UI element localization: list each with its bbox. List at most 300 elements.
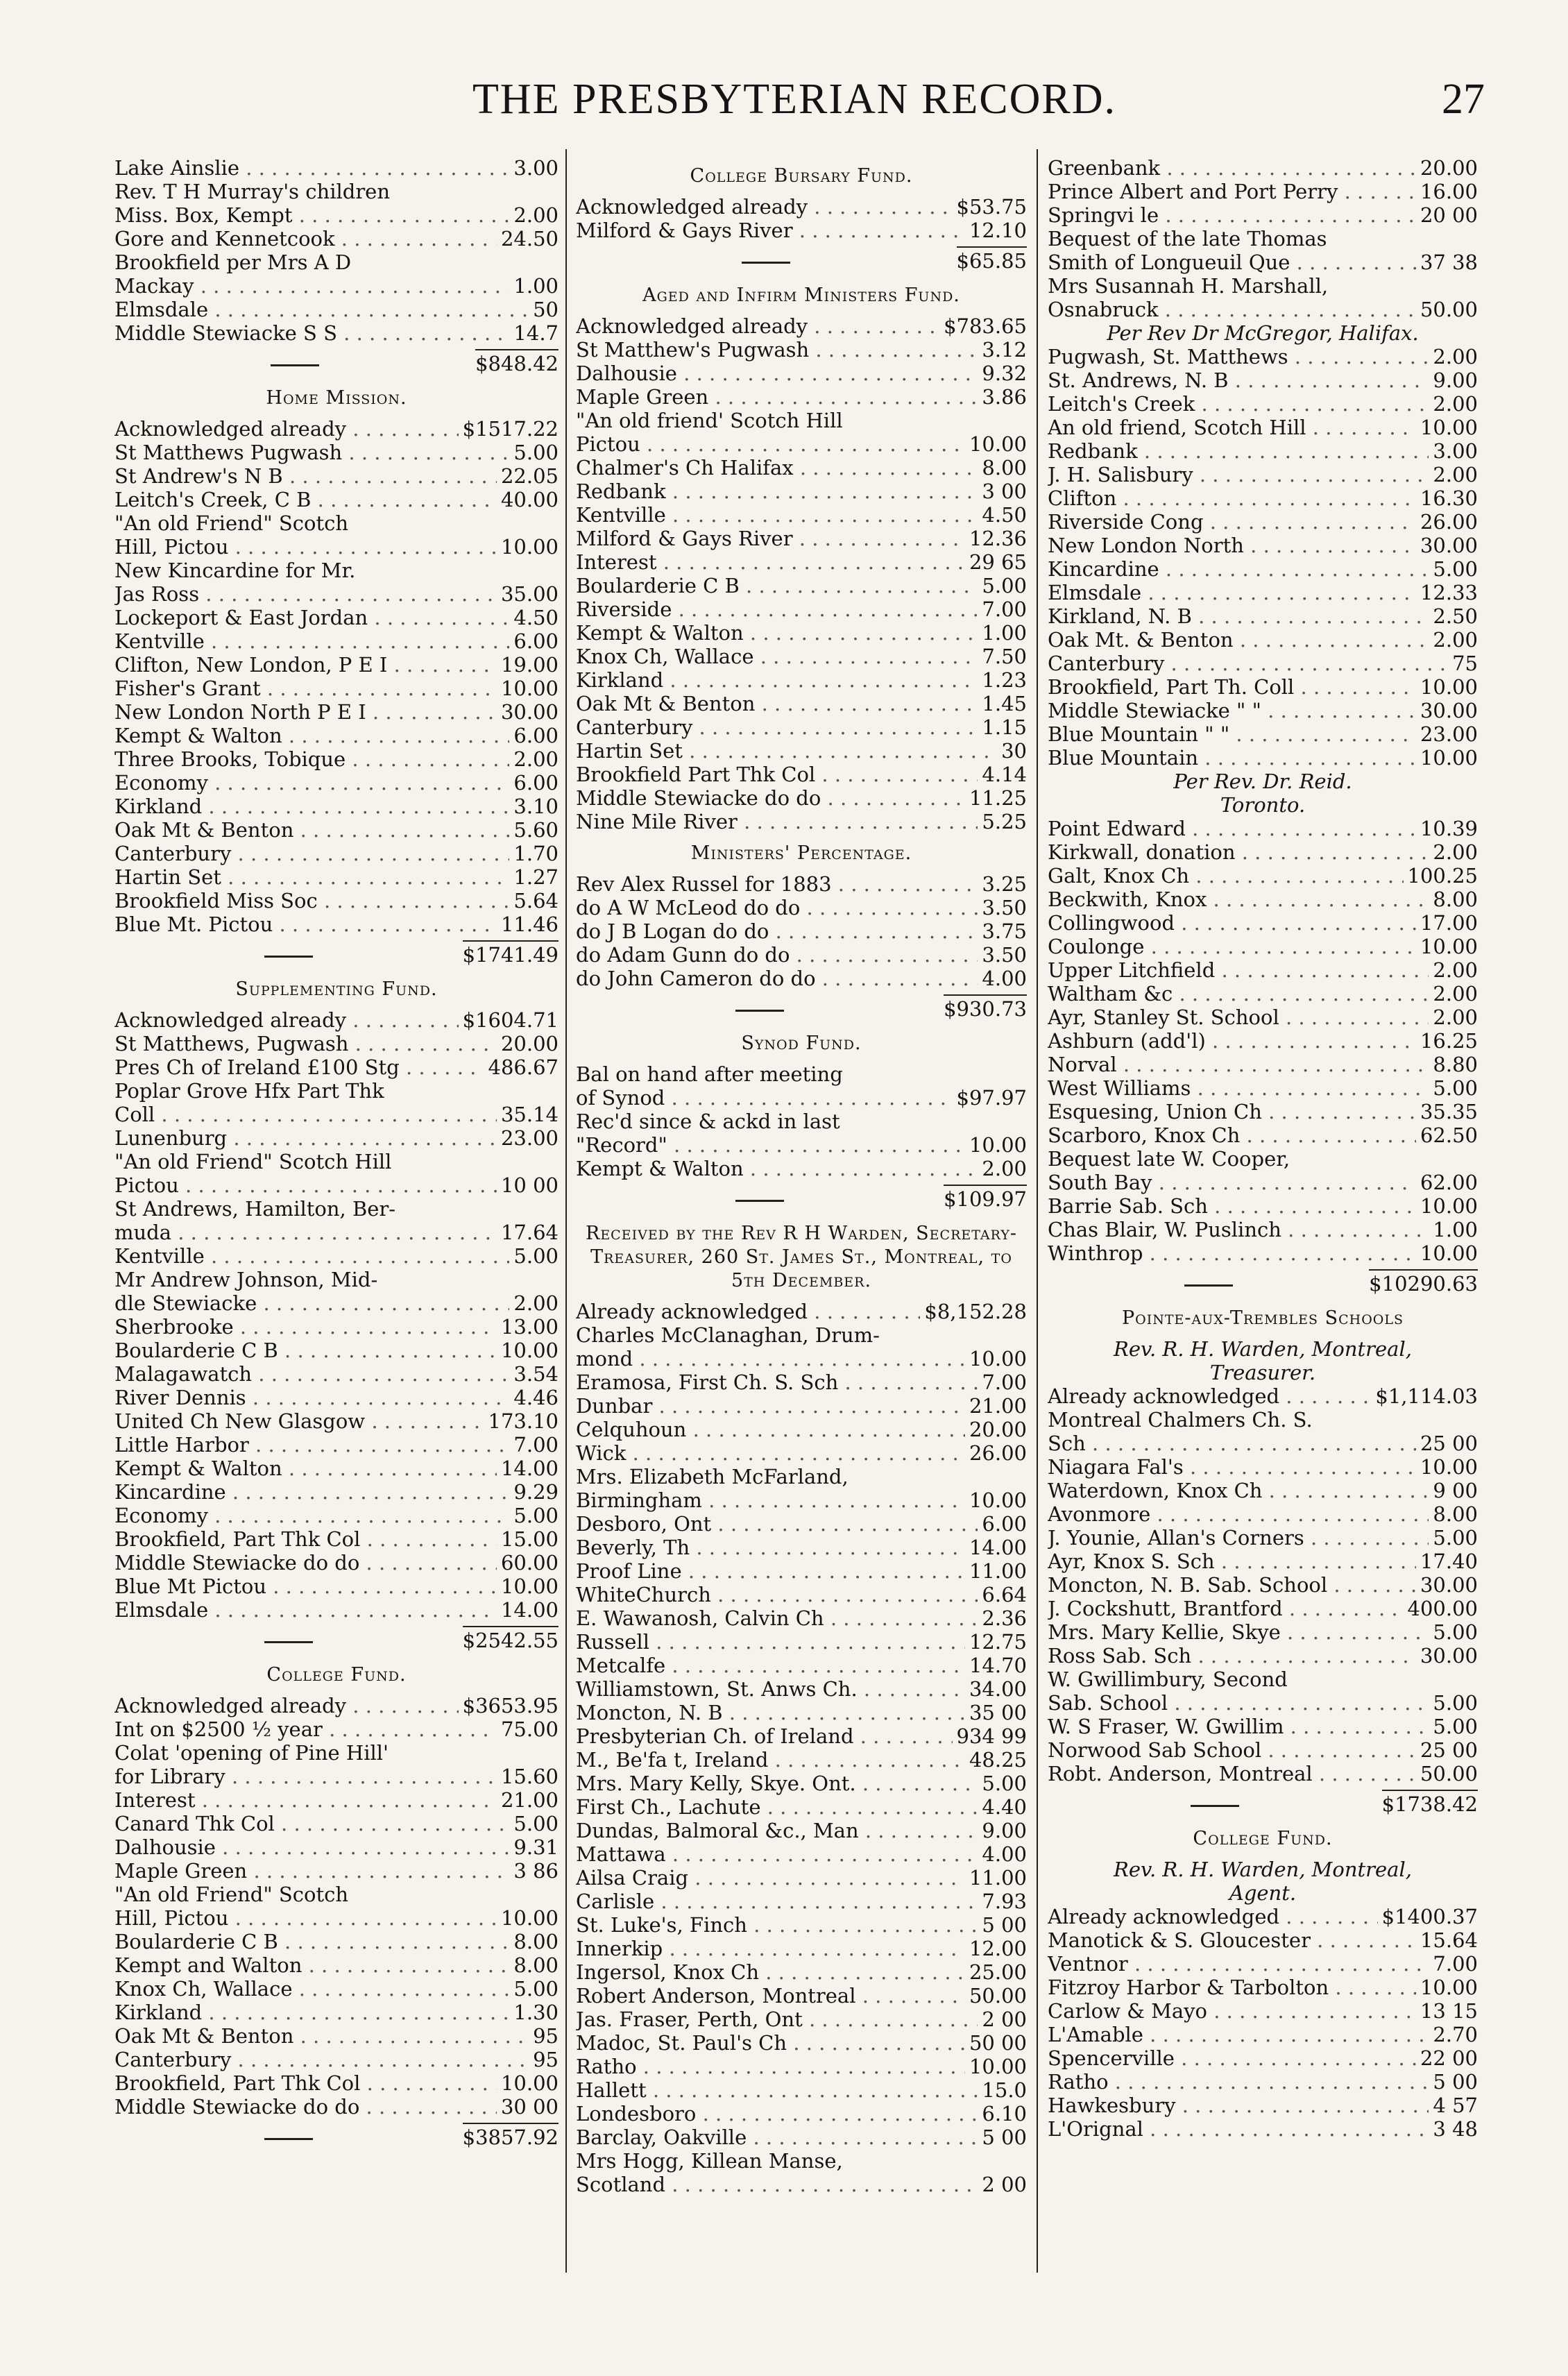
entry-amount: 8.00: [513, 1930, 559, 1953]
entry-amount: $97.97: [956, 1086, 1027, 1110]
ledger-entry: [576, 2078, 1027, 2102]
entry-amount: 10.00: [500, 1339, 559, 1362]
entry-amount: 2 00: [982, 2008, 1027, 2031]
entry-continued: Montreal Chalmers Ch. S.: [1048, 1408, 1313, 1432]
section-subheading: Rev. R. H. Warden, Montreal,: [1114, 1858, 1412, 1881]
entry-amount: $1400.37: [1381, 1905, 1478, 1928]
entry-label: Gore and Kennetcook . . .: [114, 227, 497, 251]
entry-amount: 7.00: [1433, 1952, 1478, 1976]
entry-amount: 22 00: [1420, 2046, 1478, 2070]
ledger-entry: [1048, 888, 1478, 911]
entry-amount: 30 00: [500, 2095, 559, 2119]
entry-amount: 3 00: [982, 480, 1027, 503]
entry-amount: 16.00: [1420, 180, 1478, 203]
entry-label: Chas Blair, W. Puslinch . . .: [1048, 1218, 1429, 1241]
entry-label: Ashburn (add'l) . . .: [1048, 1029, 1416, 1053]
entry-label: St Andrew's N B . . .: [114, 464, 497, 488]
entry-amount: 2.36: [982, 1606, 1027, 1630]
entry-label: First Ch., Lachute . . .: [576, 1795, 978, 1819]
ledger-entry: [114, 1859, 559, 1883]
ledger-entry: [114, 1008, 559, 1032]
ledger-entry: [1048, 722, 1478, 746]
ledger-entry: [1048, 1123, 1478, 1147]
entry-amount: 50: [533, 298, 559, 321]
ledger-entry: [1048, 1218, 1478, 1241]
ledger-entry: [576, 1866, 1027, 1890]
entry-label: Lake Ainslie . . .: [114, 156, 509, 180]
entry-amount: 25 00: [1420, 1432, 1478, 1455]
ledger-entry: [114, 795, 559, 818]
entry-amount: 30.00: [1420, 534, 1478, 557]
entry-label: Acknowledged already . . .: [114, 1008, 459, 1032]
entry-amount: 30.00: [500, 700, 559, 724]
ledger-entry: [1048, 1241, 1478, 1265]
entry-amount: 12.36: [969, 527, 1027, 550]
ledger-entry: [1048, 203, 1478, 227]
entry-amount: 1.23: [982, 668, 1027, 692]
ledger-entry: [576, 362, 1027, 385]
entry-amount: 4.46: [513, 1386, 559, 1409]
ledger-entry: [114, 865, 559, 889]
ledger-entry: [576, 1772, 1027, 1795]
section-total: [114, 349, 559, 375]
entry-label: Riverside . . .: [576, 597, 978, 621]
entry-amount: 8.00: [982, 456, 1027, 480]
entry-amount: 6.10: [982, 2102, 1027, 2125]
entry-amount: 95: [533, 2024, 559, 2048]
ledger-entry: [1048, 1194, 1478, 1218]
entry-label: Little Harbor . . .: [114, 1433, 509, 1457]
ledger-entry: [576, 1133, 1027, 1157]
entry-amount: 2.00: [1433, 1005, 1478, 1029]
ledger-entry: [114, 1765, 559, 1788]
entry-label: Greenbank . . .: [1048, 156, 1416, 180]
entry-amount: 10.00: [969, 2055, 1027, 2078]
ledger-entry: [114, 1291, 559, 1315]
ledger-entry: [576, 1394, 1027, 1418]
entry-label: Oak Mt & Benton . . .: [114, 818, 509, 842]
entry-amount: 2.00: [1433, 628, 1478, 652]
entry-label: Osnabruck . . .: [1048, 298, 1416, 321]
ledger-entry: [1048, 1076, 1478, 1100]
entry-label: Boularderie C B . . .: [576, 574, 978, 597]
entry-label: Brookfield Part Thk Col . . .: [576, 763, 978, 786]
ledger-entry: [576, 385, 1027, 409]
entry-label: Knox Ch, Wallace . . .: [576, 645, 978, 668]
entry-amount: 3 48: [1433, 2117, 1478, 2141]
entry-label: Russell . . .: [576, 1630, 965, 1654]
entry-label: Kentville . . .: [114, 629, 509, 653]
entry-label: Hill, Pictou . . .: [114, 1906, 497, 1930]
entry-amount: 17.00: [1420, 911, 1478, 935]
entry-label: Fitzroy Harbor & Tarbolton . . .: [1048, 1976, 1416, 1999]
entry-amount: 10.00: [1420, 675, 1478, 699]
ledger-entry: [1048, 251, 1478, 274]
entry-amount: 11.25: [969, 786, 1027, 810]
entry-label: Already acknowledged . . .: [1048, 1384, 1371, 1408]
entry-label: Economy . . .: [114, 1504, 509, 1527]
section-total: [576, 1185, 1027, 1211]
ledger-entry: [114, 1362, 559, 1386]
entry-label: Proof Line . . .: [576, 1559, 965, 1583]
entry-continued: Mrs Hogg, Killean Manse,: [576, 2149, 843, 2173]
entry-label: Kempt & Walton . . .: [114, 1457, 497, 1480]
ledger-entry: [114, 2048, 559, 2071]
entry-amount: 5 00: [982, 1913, 1027, 1937]
section-subheading: Rev. R. H. Warden, Montreal,: [1114, 1337, 1412, 1361]
entry-label: Kempt and Walton . . .: [114, 1953, 509, 1977]
entry-label: Oak Mt & Benton . . .: [114, 2024, 529, 2048]
entry-amount: 10.00: [500, 1575, 559, 1598]
entry-label: Avonmore . . .: [1048, 1502, 1429, 1526]
entry-amount: 20.00: [969, 1418, 1027, 1441]
ledger-entry: [1048, 581, 1478, 604]
ledger-entry: [1048, 1620, 1478, 1644]
ledger-entry: [114, 1835, 559, 1859]
entry-label: M., Be'fa t, Ireland . . .: [576, 1748, 965, 1772]
ledger-entry: [576, 1371, 1027, 1394]
ledger-entry: [114, 771, 559, 795]
entry-amount: 14.00: [500, 1598, 559, 1622]
entry-label: Milford & Gays River . . .: [576, 527, 965, 550]
entry-label: Chalmer's Ch Halifax . . .: [576, 456, 978, 480]
ledger-entry: [1048, 2070, 1478, 2094]
entry-label: Brookfield, Part Th. Coll . . .: [1048, 675, 1416, 699]
ledger-entry: [576, 692, 1027, 715]
entry-label: Hartin Set . . .: [576, 739, 997, 763]
entry-label: Pictou . . .: [576, 432, 965, 456]
ledger-entry: [114, 1032, 559, 1055]
ledger-entry: [114, 1315, 559, 1339]
entry-label: Prince Albert and Port Perry . . .: [1048, 180, 1416, 203]
entry-label: Knox Ch, Wallace . . .: [114, 1977, 509, 2001]
ledger-entry: [114, 747, 559, 771]
entry-label: Carlow & Mayo . . .: [1048, 1999, 1416, 2023]
entry-amount: 3 86: [513, 1859, 559, 1883]
entry-label: Madoc, St. Paul's Ch . . .: [576, 2031, 965, 2055]
ledger-entry: [576, 527, 1027, 550]
ledger-entry: [114, 1480, 559, 1504]
entry-amount: 3.12: [982, 338, 1027, 362]
entry-amount: 2.00: [513, 1291, 559, 1315]
entry-amount: 2.00: [1433, 392, 1478, 416]
entry-label: Kempt & Walton . . .: [576, 621, 978, 645]
entry-amount: 9.29: [513, 1480, 559, 1504]
ledger-entry: [576, 574, 1027, 597]
ledger-entry: [114, 1433, 559, 1457]
entry-label: Ailsa Craig . . .: [576, 1866, 965, 1890]
ledger-entry: [576, 621, 1027, 645]
ledger-entry: [114, 298, 559, 321]
entry-amount: 37 38: [1420, 251, 1478, 274]
entry-amount: 13.00: [500, 1315, 559, 1339]
section-total: [1048, 1269, 1478, 1296]
entry-amount: 14.7: [513, 321, 559, 345]
entry-continued: "An old friend' Scotch Hill: [576, 409, 843, 432]
ledger-entry: [114, 582, 559, 606]
page-header: [104, 75, 1485, 130]
entry-label: Beckwith, Knox . . .: [1048, 888, 1429, 911]
ledger-entry: [114, 441, 559, 464]
entry-label: Interest . . .: [576, 550, 965, 574]
ledger-entry: [114, 1906, 559, 1930]
entry-amount: 5.64: [513, 889, 559, 913]
ledger-entry: [576, 1418, 1027, 1441]
entry-continued: Mr Andrew Johnson, Mid-: [114, 1268, 378, 1291]
ledger-entry: [1048, 1905, 1478, 1928]
entry-label: Riverside Cong . . .: [1048, 510, 1416, 534]
total-amount: $3857.92: [463, 2123, 559, 2149]
ledger-entry: [576, 1701, 1027, 1724]
entry-amount: 15.60: [500, 1765, 559, 1788]
entry-label: St Matthew's Pugwash . . .: [576, 338, 978, 362]
entry-amount: 7.50: [982, 645, 1027, 668]
ledger-entry: [114, 227, 559, 251]
entry-label: Wick . . .: [576, 1441, 965, 1465]
entry-label: "Record" . . .: [576, 1133, 965, 1157]
ledger-entry: [1048, 982, 1478, 1005]
entry-label: Birmingham . . .: [576, 1488, 965, 1512]
ledger-entry: [576, 739, 1027, 763]
entry-label: Niagara Fal's . . .: [1048, 1455, 1416, 1479]
total-amount: $848.42: [475, 349, 559, 375]
ledger-entry: [576, 432, 1027, 456]
entry-label: muda . . .: [114, 1221, 497, 1244]
ledger-entry: [114, 1694, 559, 1717]
entry-amount: 5.25: [982, 810, 1027, 833]
entry-label: Williamstown, St. Anws Ch. . . .: [576, 1677, 965, 1701]
entry-label: Already acknowledged . . .: [1048, 1905, 1378, 1928]
section-subheading: Per Rev Dr McGregor, Halifax.: [1107, 321, 1419, 345]
entry-amount: $3653.95: [462, 1694, 559, 1717]
section-subheading: Treasurer.: [1209, 1361, 1316, 1384]
entry-continued: Brookfield per Mrs A D: [114, 251, 352, 274]
entry-amount: 4.50: [513, 606, 559, 629]
entry-label: Moncton, N. B . . .: [576, 1701, 965, 1724]
entry-amount: 4.40: [982, 1795, 1027, 1819]
entry-continued: Mrs. Elizabeth McFarland,: [576, 1465, 849, 1488]
ledger-entry: [114, 1930, 559, 1953]
entry-label: Redbank . . .: [576, 480, 978, 503]
ledger-entry: [114, 417, 559, 441]
entry-amount: 10.00: [969, 1347, 1027, 1371]
entry-amount: 2 00: [982, 2173, 1027, 2196]
ledger-entry: [576, 456, 1027, 480]
entry-amount: 20.00: [1420, 156, 1478, 180]
entry-amount: 35.14: [500, 1103, 559, 1126]
entry-amount: 7.00: [513, 1433, 559, 1457]
entry-amount: 3.10: [513, 795, 559, 818]
entry-label: Ventnor . . .: [1048, 1952, 1429, 1976]
entry-amount: 16.30: [1420, 486, 1478, 510]
entry-label: Ross Sab. Sch . . .: [1048, 1644, 1416, 1668]
ledger-entry: [1048, 1432, 1478, 1455]
entry-amount: 2.00: [1433, 958, 1478, 982]
ledger-entry: [576, 1937, 1027, 1960]
entry-amount: 173.10: [488, 1409, 559, 1433]
section-subheading: Per Rev. Dr. Reid.: [1173, 770, 1352, 793]
entry-amount: 5.00: [1433, 1526, 1478, 1550]
entry-amount: 100.25: [1407, 864, 1478, 888]
entry-amount: 5.00: [982, 574, 1027, 597]
entry-label: Already acknowledged . . .: [576, 1300, 920, 1323]
entry-amount: 7.93: [982, 1890, 1027, 1913]
entry-label: Economy . . .: [114, 771, 509, 795]
entry-label: Elmsdale . . .: [114, 298, 529, 321]
entry-label: Waterdown, Knox Ch . . .: [1048, 1479, 1429, 1502]
entry-amount: 23.00: [500, 1126, 559, 1150]
ledger-entry: [576, 597, 1027, 621]
entry-amount: 9.31: [513, 1835, 559, 1859]
entry-label: Hawkesbury . . .: [1048, 2094, 1429, 2117]
entry-amount: 13 15: [1420, 1999, 1478, 2023]
entry-amount: 50.00: [1420, 298, 1478, 321]
entry-label: Mattawa . . .: [576, 1842, 978, 1866]
entry-continued: "An old Friend" Scotch: [114, 511, 349, 535]
ledger-entry: [1048, 486, 1478, 510]
entry-amount: 2.00: [1433, 840, 1478, 864]
entry-label: Maple Green . . .: [576, 385, 978, 409]
ledger-entry: [576, 1677, 1027, 1701]
ledger-entry: [1048, 180, 1478, 203]
section-total: [114, 1626, 559, 1652]
entry-label: J. Younie, Allan's Corners . . .: [1048, 1526, 1429, 1550]
entry-label: Blue Mountain . . .: [1048, 746, 1416, 770]
ledger-entry: [576, 943, 1027, 967]
ledger-entry: [114, 321, 559, 345]
entry-label: Ayr, Knox S. Sch . . .: [1048, 1550, 1416, 1573]
entry-label: Kirkland . . .: [114, 795, 509, 818]
entry-amount: 5 00: [982, 2125, 1027, 2149]
entry-amount: $1517.22: [462, 417, 559, 441]
section-total: [576, 246, 1027, 273]
ledger-entry: [114, 1103, 559, 1126]
ledger-entry: [1048, 1455, 1478, 1479]
entry-label: Int on $2500 ½ year . . .: [114, 1717, 497, 1741]
ledger-entry: [1048, 1029, 1478, 1053]
entry-label: Middle Stewiacke do do . . .: [114, 2095, 497, 2119]
ledger-entry: [576, 919, 1027, 943]
entry-amount: 15.0: [982, 2078, 1027, 2102]
total-amount: $65.85: [957, 246, 1027, 273]
section-heading: College Fund.: [1193, 1828, 1333, 1849]
total-amount: $1741.49: [463, 940, 559, 967]
entry-amount: 35.00: [500, 582, 559, 606]
ledger-entry: [576, 2031, 1027, 2055]
entry-amount: 1.30: [513, 2001, 559, 2024]
entry-label: West Williams . . .: [1048, 1076, 1429, 1100]
entry-label: Kirkwall, donation . . .: [1048, 840, 1429, 864]
entry-label: Mrs. Mary Kelly, Skye. Ont. . . .: [576, 1772, 978, 1795]
entry-label: Ratho . . .: [1048, 2070, 1429, 2094]
entry-amount: 75.00: [500, 1717, 559, 1741]
ledger-entry: [576, 1748, 1027, 1772]
ledger-entry: [576, 1819, 1027, 1842]
entry-label: South Bay . . .: [1048, 1171, 1416, 1194]
entry-label: Middle Stewiacke S S . . .: [114, 321, 509, 345]
section-total: [114, 2123, 559, 2149]
total-amount: $10290.63: [1369, 1269, 1478, 1296]
entry-amount: 2.00: [1433, 463, 1478, 486]
ledger-entry: [1048, 2046, 1478, 2070]
ledger-entry: [114, 1244, 559, 1268]
entry-amount: 3.00: [513, 156, 559, 180]
entry-label: dle Stewiacke . . .: [114, 1291, 509, 1315]
entry-amount: 4.14: [982, 763, 1027, 786]
entry-label: Coulonge . . .: [1048, 935, 1416, 958]
ledger-entry: [114, 677, 559, 700]
entry-amount: 25 00: [1420, 1738, 1478, 1762]
entry-label: W. S Fraser, W. Gwillim . . .: [1048, 1715, 1429, 1738]
ledger-entry: [1048, 416, 1478, 439]
entry-amount: 62.50: [1420, 1123, 1478, 1147]
entry-label: Presbyterian Ch. of Ireland . . .: [576, 1724, 953, 1748]
entry-amount: 8.00: [1433, 888, 1478, 911]
entry-label: Sab. School . . .: [1048, 1691, 1429, 1715]
ledger-entry: [1048, 1976, 1478, 1999]
ledger-entry: [576, 1300, 1027, 1323]
entry-amount: 6.00: [982, 1512, 1027, 1536]
entry-amount: 1.45: [982, 692, 1027, 715]
entry-amount: 16.25: [1420, 1029, 1478, 1053]
ledger-entry: [576, 1086, 1027, 1110]
entry-amount: 15.00: [500, 1527, 559, 1551]
entry-amount: $53.75: [956, 195, 1027, 219]
entry-amount: $8,152.28: [924, 1300, 1027, 1323]
entry-label: Middle Stewiacke " " . . .: [1048, 699, 1416, 722]
section-heading: College Fund.: [266, 1664, 407, 1686]
ledger-entry: [114, 842, 559, 865]
entry-amount: 1.00: [513, 274, 559, 298]
entry-amount: 2.50: [1433, 604, 1478, 628]
section-heading: Supplementing Fund.: [235, 978, 438, 1000]
total-amount: $1738.42: [1382, 1790, 1478, 1816]
ledger-entry: [1048, 439, 1478, 463]
entry-amount: 5.00: [982, 1772, 1027, 1795]
entry-amount: 5.00: [1433, 1691, 1478, 1715]
entry-continued: Rev. T H Murray's children: [114, 180, 391, 203]
entry-amount: 2.00: [982, 1157, 1027, 1180]
entry-label: Hill, Pictou . . .: [114, 535, 497, 559]
entry-label: Lockeport & East Jordan . . .: [114, 606, 509, 629]
entry-label: Mackay . . .: [114, 274, 509, 298]
entry-label: Dalhousie . . .: [576, 362, 978, 385]
entry-label: Celquhoun . . .: [576, 1418, 965, 1441]
entry-amount: 9.00: [1433, 368, 1478, 392]
ledger-entry: [1048, 652, 1478, 675]
ledger-entry: [1048, 345, 1478, 368]
entry-label: Ingersol, Knox Ch . . .: [576, 1960, 965, 1984]
ledger-entry: [1048, 817, 1478, 840]
page-number: 27: [1442, 76, 1485, 123]
entry-label: Jas Ross . . .: [114, 582, 497, 606]
entry-amount: 1.00: [982, 621, 1027, 645]
entry-label: Elmsdale . . .: [114, 1598, 497, 1622]
ledger-entry: [1048, 699, 1478, 722]
entry-label: St Matthews Pugwash . . .: [114, 441, 509, 464]
entry-amount: 10.00: [969, 1488, 1027, 1512]
entry-label: Dunbar . . .: [576, 1394, 965, 1418]
entry-label: E. Wawanosh, Calvin Ch . . .: [576, 1606, 978, 1630]
entry-amount: 8.80: [1433, 1053, 1478, 1076]
column-left: [114, 156, 559, 2160]
entry-amount: 4.00: [982, 967, 1027, 990]
entry-amount: 35 00: [969, 1701, 1027, 1724]
ledger-entry: [114, 2001, 559, 2024]
entry-label: Blue Mt Pictou . . .: [114, 1575, 497, 1598]
ledger-entry: [576, 1630, 1027, 1654]
entry-label: Canterbury . . .: [114, 2048, 529, 2071]
